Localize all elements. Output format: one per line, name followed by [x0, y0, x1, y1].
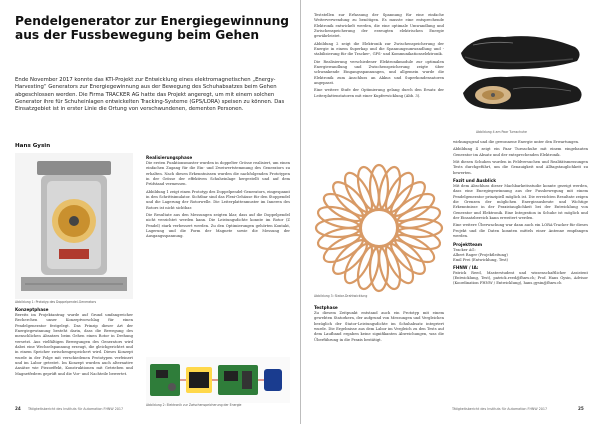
heading-testphase: Testphase [314, 305, 338, 310]
paragraph: Abbildung 4 zeigt ein Paar Turnschuhe mit einem eingebauten Generator im Absatz und der entsprechenden Elektronik. [453, 147, 588, 157]
page-gutter [300, 0, 301, 424]
column-1 [15, 306, 133, 404]
figure-2-caption: Abbildung 2: Elektronik zur Zwischenspeicherung der Energie [146, 403, 242, 407]
figure-2-electronics-photo [146, 357, 290, 403]
paragraph: Abbildung 2 zeigt die Elektronik zur Zwischenspeicherung der Energie in einem Superkap und die Spannungsumwandlung und -stabilisierung für die Tracker-, GPS- und Kommunikationselektronik. [314, 41, 444, 57]
footer-left: Tätigkeitsbericht des Instituts für Automation FHNW 2017 [28, 407, 124, 411]
paragraph: Eine weitere Stufe der Optimierung gelang durch den Ersatz der Leiterplattenstatoren mit einer Kupferwicklung (Abb. 3). [314, 88, 444, 98]
page-number-right: 25 [578, 406, 584, 411]
article-author: Hans Gysin [15, 143, 51, 149]
article-title: Pendelgenerator zur Energiegewinnung aus der Fussbewegung beim Gehen [15, 14, 289, 42]
figure-4-shoes-photo [453, 13, 588, 129]
column-3-bottom [314, 304, 444, 404]
paragraph: Zu diesem Zeitpunkt entstand auch ein Prototyp mit einem gewebten Statorkern, der aufgrund von Messungen und Vergleichen bezüglich der Stator-Leistungsdichte im Schuhabsatz integriert wurde. Die Ergebnisse aus dem Labor im Vergleich zu den Tests auf dem Laufband ergaben keine signifikanten Abweichungen, was die Überführung in die Praxis bestätigt. [314, 311, 444, 342]
paragraph: Bereits im Projektantrag wurde auf Grund umfangreicher Recherchen unser Konzeptvorschlag für einen Pendelgenerator festgelegt. Das Prinzip dieser Art der Energiegewinnung besteht darin, dass die Bewegung des menschlichen Absatzes beim Gehen einen Rotor in Drehung versetzt. Aus vielfältigen Bewegungen des Generators wird dabei eine Wechselspannung erzeugt, die gleichgerichtet und in einem Speicher zwischengespeichert wird. Dieses Konzept wurde in der Folge mit verschiedenen Prototypen verfeinert und im Labor getestet. Im Konzept wurden auch alternative Ansätze wie Piezoeffekt, Konstruktionen mit Getrieben und Magnetfedern geprüft und die Vor- und Nachteile bewertet. [15, 313, 133, 376]
figure-3-caption: Abbildung 3: Stator-Drahtwicklung [314, 294, 368, 298]
team-line: Tracker AG: [453, 247, 476, 252]
paragraph: Die Resultate aus den Messungen zeigten klar, dass auf die Doppelpendel nicht verzichtet werden kann. Die Leistungsdichte konnte im Rotor (Z Pendel) stark verbessert werden. Zu den Optimierungen gehörten Kontakt, Lagerung und die Form der Magnete sowie die Messung der Ausgangsspannung. [146, 213, 290, 239]
page-number-left: 24 [15, 406, 21, 411]
paragraph: wirkungsgrad und die gewonnene Energie unter den Erwartungen. [453, 140, 580, 144]
paragraph: Teststellen zur Erfassung der Spannung für eine einfache Weiterverwendung zu benötigen. Es musste eine entsprechende Elektronik entwickelt werden, die eine optimale Umwandlung und Zwischenspeicherung der erzeugten elektrischen Energie gewährleistet. [314, 13, 444, 39]
heading-konzeptphase: Konzeptphase [15, 307, 49, 312]
paragraph: Die ersten Funktionsmuster wurden in doppelter Grösse realisiert, um einen einfachen Zugang für die Ein- und Zweiwertstemmung des Generators zu erhalten. Nach diesen Erkenntnissen wurden die nachfolgenden Prototypen in der Grösse der effektiven Schuheinlage hergestellt und auf dem Prüfstand vermessen. [146, 161, 290, 187]
paragraph: Patrick Reed, Masterstudent und wissenschaftlicher Assistent (Entwicklung, Test), patrick.reed@fhnw.ch; Prof. Hans Gysin, Advisor (Koordination FHNW / Entwicklung), hans.gysin@fhnw.ch [453, 270, 588, 286]
footer-right: Tätigkeitsbericht des Instituts für Automation FHNW 2017 [452, 407, 548, 411]
paragraph: Abbildung 1 zeigt einen Prototyp des Doppelpendel-Generators, eingespannt in den Schrittsimulator. Sichtbar sind das Flexi-Gehäuse für den Stoppendel und die Lagerung der Rotorwelle. Die Leiterplattenmuster im Inneren des Rotors ist nicht sichtbar. [146, 189, 290, 210]
paragraph: Die Realisierung verschiedener Elektronikmodule zur optimalen Energiewandlung und Zwischenspeicherung zeigte über schwankende Eingangsspannungen, und allgemein wurde die Elektronik zum Anschluss an Akkus und Superkondensatoren angepasst. [314, 59, 444, 86]
paragraph: Mit dem Abschluss dieser Machbarkeitsstudie konnte gezeigt werden, dass eine Energiegewinnung aus der Fussbewegung mit einem Pendelgenerator prinzipiell möglich ist. Die erreichten Resultate zeigen die Grenzen der möglichen Energieausbeute und Wichtige Erkenntnisse in der Praxistauglichkeit bei der Entwicklung von Generator und Elektronik. Eine Integration in Schuhe ist möglich und der Einsatzbereich kann erweitert werden. [453, 184, 588, 221]
team-line: Albert Rager (Projektleitung) [453, 252, 508, 257]
column-3-top [314, 13, 444, 161]
figure-1-prototype-photo [15, 153, 133, 299]
figure-3-coil-photo [314, 163, 444, 293]
figure-1-caption: Abbildung 1: Prototyp des Doppelpendel-Generators [15, 300, 97, 304]
column-4 [453, 140, 588, 404]
article-lead: Ende November 2017 konnte das KTI-Projekt zur Entwicklung eines elektromagnetischen „Energy-Harvesting“ Generators zur Energiegewinnung aus der Bewegung des Schuhabsatzes beim Gehen abgeschlossen werden. Die Firma TRACKER AG hatte das Projekt angeregt, um mit einem solchen Generator ihre für Schuheinlagen entwickelten Tracking-Systeme (GPS/LORA) speisen zu können. Das Einsatzgebiet ist in erster Linie die Ortung von verschwundenen, dementen Personen. [15, 77, 285, 113]
heading-fazit: Fazit und Ausblick [453, 178, 497, 184]
heading-fhnw: FHNW / IA: [453, 264, 479, 270]
team-line: Emil Frei (Entwicklung, Test) [453, 258, 508, 263]
figure-4-caption: Abbildung 4 am Paar Turnschuhe [476, 130, 527, 134]
heading-realisierungsphase: Realisierungsphase [146, 155, 193, 160]
paragraph: Eine weitere Überwachung war dann auch ein LORA-Tracker für dieses Projekt und die Daten konnten mittels einer Antenne empfangen werden. [453, 223, 588, 239]
heading-projektteam: Projektteam [453, 241, 483, 247]
paragraph: Mit diesen Schuhen wurden in Feldversuchen und Realitätsmessungen Tests durchgeführt, um die Genauigkeit und Alltagstauglichkeit zu bewerten. [453, 160, 588, 175]
column-2 [146, 154, 290, 354]
